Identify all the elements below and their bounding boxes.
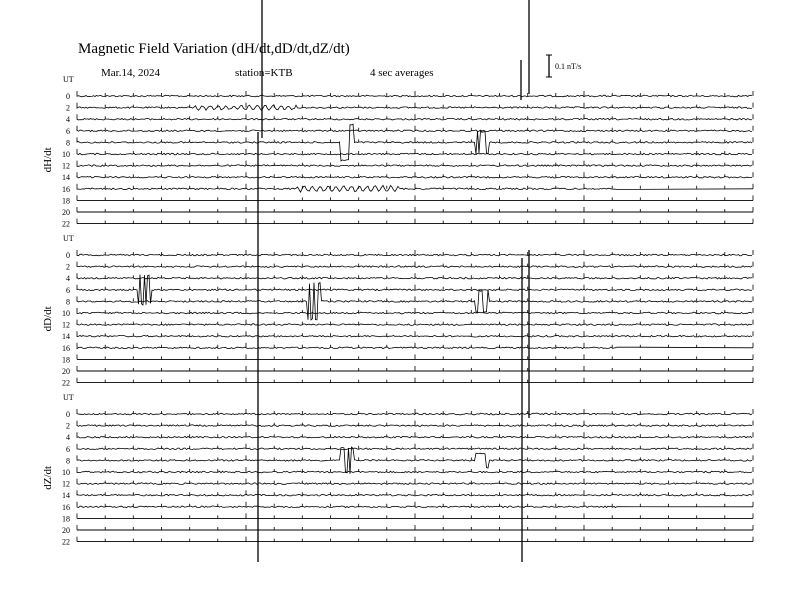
tick-marks (77, 479, 753, 484)
trace-line (77, 118, 752, 120)
hour-label: 18 (62, 196, 70, 206)
tick-marks (77, 513, 753, 518)
tick-marks (77, 378, 753, 383)
trace-line (77, 254, 752, 256)
trace-line (77, 324, 752, 326)
time-markers (258, 0, 529, 562)
ut-label: UT (63, 75, 74, 84)
panel-label: dH/dt (42, 147, 54, 173)
tick-marks (77, 366, 753, 371)
chart-station: station=KTB (235, 67, 293, 79)
tick-marks (77, 432, 753, 437)
trace-line (77, 447, 752, 474)
ut-label: UT (63, 234, 74, 243)
hour-label: 0 (66, 92, 70, 101)
hour-label: 20 (62, 367, 70, 376)
hour-label: 10 (62, 468, 70, 477)
hour-label: 10 (62, 309, 70, 318)
panel-1 (42, 234, 753, 388)
hour-label: 2 (66, 421, 70, 431)
hour-label: 2 (66, 262, 70, 272)
tick-marks (77, 490, 753, 495)
tick-marks (77, 308, 753, 313)
tick-marks (77, 262, 753, 267)
panel-label: dD/dt (42, 306, 54, 332)
hour-label: 4 (66, 274, 70, 284)
tick-marks (77, 421, 753, 426)
hour-label: 14 (62, 173, 70, 183)
tick-marks (77, 195, 753, 200)
chart-date: Mar.14, 2024 (101, 67, 160, 79)
tick-marks (77, 285, 753, 290)
hour-label: 20 (62, 526, 70, 535)
hour-label: 12 (62, 479, 70, 489)
tick-marks (77, 149, 753, 154)
scale-bar (546, 55, 581, 77)
hour-label: 0 (66, 251, 70, 260)
trace-line (77, 448, 752, 450)
panel-label: dZ/dt (42, 465, 54, 490)
trace-line (77, 335, 752, 337)
trace-line (77, 283, 752, 320)
trace-line (77, 436, 752, 438)
hour-label: 18 (62, 355, 70, 365)
trace-line (77, 413, 752, 415)
trace-line (77, 130, 752, 132)
tick-marks (77, 207, 753, 212)
tick-marks (77, 537, 753, 542)
hour-label: 16 (62, 184, 70, 194)
hour-label: 12 (62, 161, 70, 171)
trace-line (77, 506, 753, 508)
tick-marks (77, 103, 753, 108)
trace-line (77, 275, 752, 305)
trace-line (77, 312, 752, 314)
tick-marks (77, 354, 753, 359)
hour-label: 16 (62, 343, 70, 353)
hour-label: 18 (62, 514, 70, 524)
trace-line (77, 266, 752, 268)
tick-marks (77, 137, 753, 142)
hour-label: 8 (66, 138, 70, 148)
hour-label: 10 (62, 150, 70, 159)
tick-marks (77, 525, 753, 530)
hour-label: 4 (66, 433, 70, 443)
chart-title: Magnetic Field Variation (dH/dt,dD/dt,dZ/dt) (78, 41, 350, 57)
tick-marks (77, 409, 753, 414)
hour-label: 12 (62, 320, 70, 330)
hour-label: 14 (62, 332, 70, 342)
tick-marks (77, 219, 753, 224)
hour-label: 2 (66, 103, 70, 113)
trace-line (77, 105, 752, 110)
hour-label: 20 (62, 208, 70, 217)
scale-bar-label: 0.1 nT/s (555, 62, 582, 71)
hour-label: 6 (66, 444, 70, 454)
hour-label: 8 (66, 456, 70, 466)
trace-line (77, 95, 752, 97)
tick-marks (77, 502, 753, 507)
hour-label: 0 (66, 410, 70, 419)
hour-label: 6 (66, 126, 70, 136)
hour-label: 4 (66, 115, 70, 125)
trace-line (77, 425, 752, 427)
trace-line (77, 483, 752, 485)
tick-marks (77, 91, 753, 96)
trace-line (77, 471, 752, 473)
trace-line (77, 494, 752, 496)
tick-marks (77, 296, 753, 301)
tick-marks (77, 126, 753, 131)
hour-label: 22 (62, 537, 70, 547)
trace-line (77, 277, 752, 279)
hour-label: 22 (62, 378, 70, 388)
hour-label: 14 (62, 491, 70, 501)
panel-0 (42, 75, 753, 229)
hour-label: 8 (66, 297, 70, 307)
chart-averaging: 4 sec averages (370, 67, 434, 79)
panel-2 (42, 393, 753, 547)
trace-line (77, 124, 752, 161)
hour-label: 22 (62, 219, 70, 229)
trace-line (77, 176, 752, 178)
trace-line (77, 165, 752, 167)
ut-label: UT (63, 393, 74, 402)
trace-line (77, 153, 752, 155)
hour-label: 16 (62, 502, 70, 512)
hour-label: 6 (66, 285, 70, 295)
